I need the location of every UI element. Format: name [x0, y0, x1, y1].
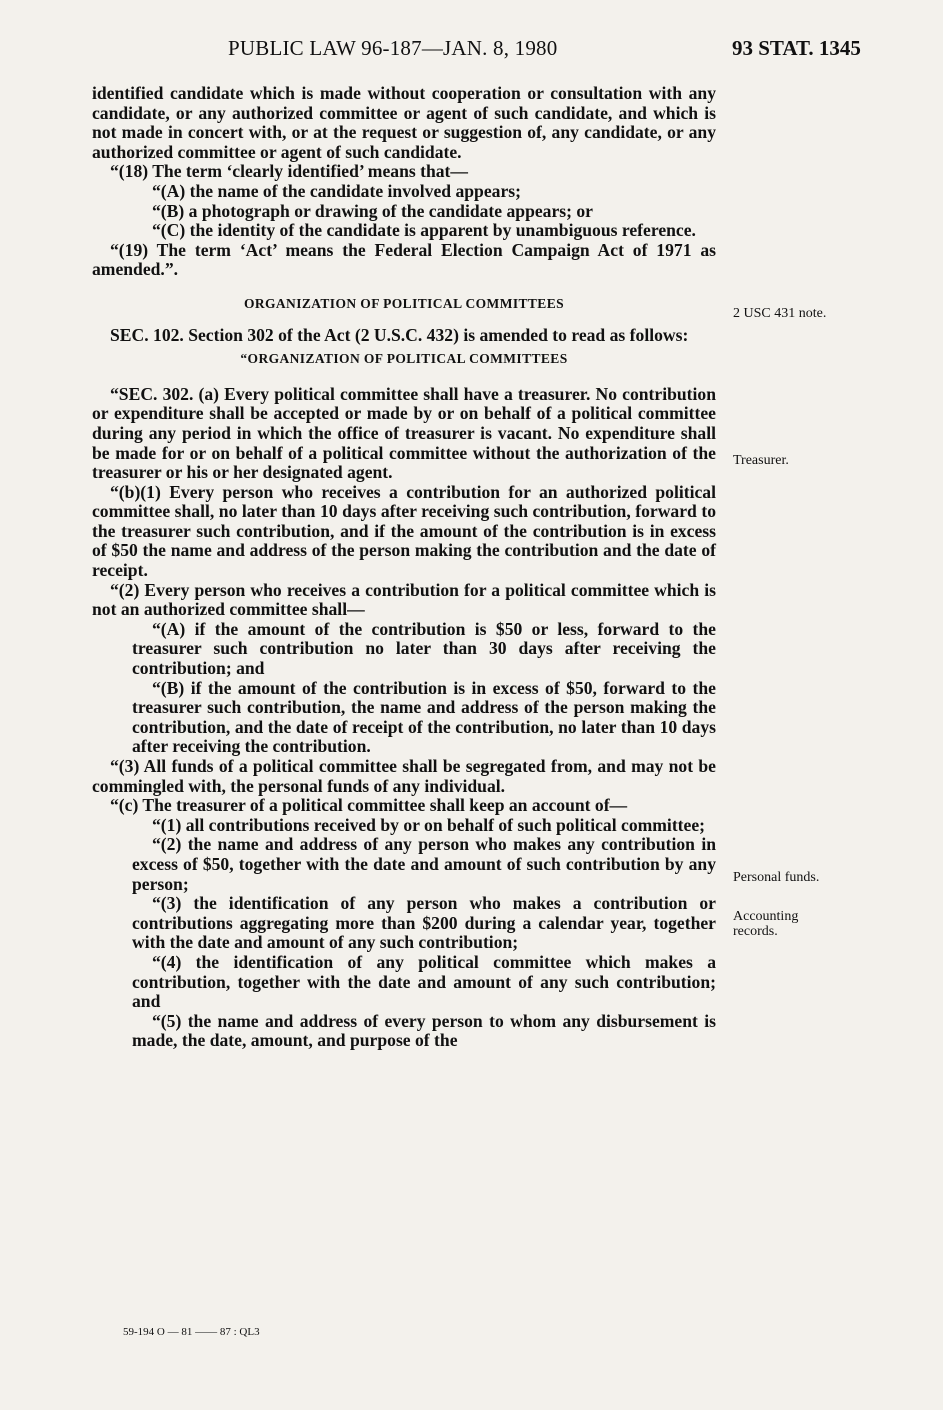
running-header-title: PUBLIC LAW 96-187—JAN. 8, 1980 — [228, 36, 558, 60]
quoted-section-heading: “ORGANIZATION OF POLITICAL COMMITTEES — [240, 351, 568, 367]
section-302-a: “SEC. 302. (a) Every political committee shall have a treasurer. No contribution or expenditure shall be accepted or made by or on behalf of a political committee during any period in which the office of treasurer is vacant. No expenditure shall be made for or on behalf of a political committee without the authorization of the treasurer or his or her designated agent. — [92, 383, 716, 483]
section-302-c-4: “(4) the identification of any political committee which makes a contribution, together with the date and amount of any such contribution; and — [132, 951, 716, 1012]
section-302-c-2: “(2) the name and address of any person who makes any contribution in excess of $50, together with the date and amount of such contribution by any person; — [132, 834, 716, 894]
paragraph-continuation: identified candidate which is made without cooperation or consultation with any candidate, or any authorized committee or agent of such candidate, and which is not made in concert with, or at the request or suggestion of, any candidate, or any authorized committee or agent of such candidate. — [92, 83, 716, 162]
paragraph-18-c: “(C) the identity of the candidate is apparent by unambiguous reference. — [152, 220, 696, 241]
section-302-c: “(c) The treasurer of a political committee shall keep an account of— — [110, 795, 628, 816]
section-302-c-3: “(3) the identification of any person who makes a contribution or contributions aggregating more than $200 during a calendar year, together with the date and amount of any such contribution; — [132, 893, 716, 953]
section-102-intro: SEC. 102. Section 302 of the Act (2 U.S.C. 432) is amended to read as follows: — [110, 324, 689, 345]
section-302-b-2-a: “(A) if the amount of the contribution is $50 or less, forward to the treasurer such contribution no later than 30 days after receiving the contribution; and — [132, 618, 716, 679]
paragraph-18-a: “(A) the name of the candidate involved appears; — [152, 180, 521, 201]
print-footer-code: 59-194 O — 81 —— 87 : QL3 — [123, 1326, 260, 1338]
margin-note-usc: 2 USC 431 note. — [733, 306, 827, 321]
section-302-b-3: “(3) All funds of a political committee shall be segregated from, and may not be commingled with, the personal funds of any individual. — [92, 756, 716, 796]
section-302-b-2: “(2) Every person who receives a contribution for a political committee which is not an authorized committee shall— — [92, 579, 716, 620]
margin-note-accounting-records: Accounting records. — [733, 909, 799, 939]
statute-body-text — [92, 84, 716, 1051]
margin-note-personal-funds: Personal funds. — [733, 870, 820, 885]
section-302-b-1: “(b)(1) Every person who receives a contribution for an authorized political committee shall, no later than 10 days after receiving such contribution, forward to the treasurer such contribution, and if the amount of the contribution is in excess of $50 the name and address of the person making the contribution and the date of receipt. — [92, 481, 716, 581]
section-302-c-5: “(5) the name and address of every person to whom any disbursement is made, the date, amount, and purpose of the — [132, 1010, 716, 1051]
paragraph-19: “(19) The term ‘Act’ means the Federal Election Campaign Act of 1971 as amended.”. — [92, 239, 716, 280]
statute-page-number: 93 STAT. 1345 — [732, 36, 861, 60]
margin-note-treasurer: Treasurer. — [733, 453, 789, 468]
paragraph-18-b: “(B) a photograph or drawing of the candidate appears; or — [152, 200, 593, 221]
section-302-c-1: “(1) all contributions received by or on behalf of such political committee; — [152, 814, 706, 835]
section-302-b-2-b: “(B) if the amount of the contribution is in excess of $50, forward to the treasurer such contribution, the name and address of the person making the contribution, and the date of receipt of the contribution, no later than 10 days after receiving the contribution. — [132, 677, 716, 757]
section-heading: ORGANIZATION OF POLITICAL COMMITTEES — [243, 295, 565, 311]
paragraph-18: “(18) The term ‘clearly identified’ means that— — [110, 161, 468, 182]
